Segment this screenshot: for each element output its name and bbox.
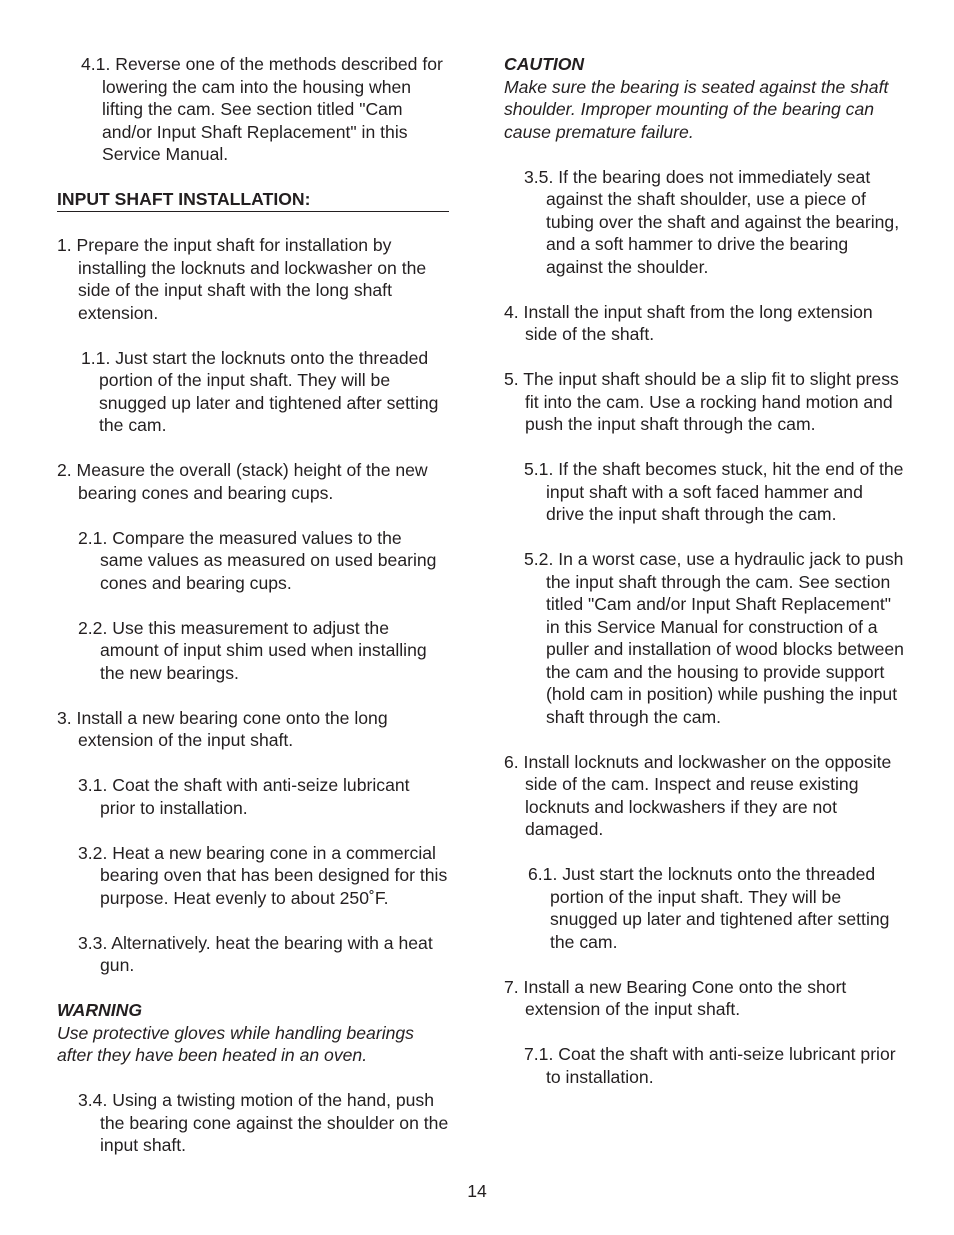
right-column — [504, 53, 904, 1111]
step-5: 5. The input shaft should be a slip fit to slight press fit into the cam. Use a rocking hand motion and push the input shaft through the cam. — [504, 369, 899, 434]
step-3-3: 3.3. Alternatively. heat the bearing with a heat gun. — [78, 932, 433, 975]
step-2: 2. Measure the overall (stack) height of the new bearing cones and bearing cups. — [57, 460, 428, 503]
step-5-2: 5.2. In a worst case, use a hydraulic jack to push the input shaft through the cam. See section titled "Cam and/or Input Shaft Replacement" in this Service Manual for construction of a puller and installation of wood blocks between the cam and the housing to provide support (hold cam in position) while pushing the input shaft through the cam. — [524, 549, 904, 727]
step-3-1: 3.1. Coat the shaft with anti-seize lubricant prior to installation. — [78, 775, 410, 818]
step-6-1: 6.1. Just start the locknuts onto the threaded portion of the input shaft. They will be snugged up later and tightened after setting the cam. — [528, 864, 890, 952]
section-heading: INPUT SHAFT INSTALLATION: — [57, 188, 449, 212]
step-1: 1. Prepare the input shaft for installation by installing the locknuts and lockwasher on the side of the input shaft with the long shaft extension. — [57, 235, 427, 323]
step-2-2: 2.2. Use this measurement to adjust the amount of input shim used when installing the new bearings. — [78, 617, 427, 683]
left-column — [57, 53, 449, 1179]
step-5-1: 5.1. If the shaft becomes stuck, hit the end of the input shaft with a soft faced hammer and drive the input shaft through the cam. — [524, 459, 904, 524]
page-number: 14 — [467, 1181, 487, 1201]
step-1-1: 1.1. Just start the locknuts onto the threaded portion of the input shaft. They will be snugged up later and tightened after setting the cam. — [81, 347, 439, 435]
step-7-1: 7.1. Coat the shaft with anti-seize lubricant prior to installation. — [524, 1044, 896, 1087]
step-3-5: 3.5. If the bearing does not immediately seat against the shaft shoulder, use a piece of tubing over the shaft and against the bearing, and a soft hammer to drive the bearing against the shoulder. — [524, 166, 900, 277]
warning-body: Use protective gloves while handling bearings after they have been heated in an oven. — [57, 1022, 414, 1065]
step-7: 7. Install a new Bearing Cone onto the short extension of the input shaft. — [504, 976, 847, 1019]
step-4: 4. Install the input shaft from the long extension side of the shaft. — [504, 301, 873, 344]
step-4-1: 4.1. Reverse one of the methods described for lowering the cam into the housing when lifting the cam. See section titled "Cam and/or Input Shaft Replacement" in this Service Manual. — [81, 54, 443, 164]
step-2-1: 2.1. Compare the measured values to the same values as measured on used bearing cones and bearing cups. — [78, 527, 437, 593]
step-6: 6. Install locknuts and lockwasher on the opposite side of the cam. Inspect and reuse existing locknuts and lockwashers if they are not damaged. — [504, 751, 892, 839]
step-3-4: 3.4. Using a twisting motion of the hand, push the bearing cone against the shoulder on the input shaft. — [78, 1090, 449, 1155]
caution-title: CAUTION — [504, 54, 585, 74]
warning-title: WARNING — [57, 1000, 143, 1020]
step-3-2: 3.2. Heat a new bearing cone in a commercial bearing oven that has been designed for this purpose. Heat evenly to about 250˚F. — [78, 842, 448, 908]
step-3: 3. Install a new bearing cone onto the long extension of the input shaft. — [57, 707, 388, 750]
caution-body: Make sure the bearing is seated against the shaft shoulder. Improper mounting of the bearing can cause premature failure. — [504, 76, 889, 142]
